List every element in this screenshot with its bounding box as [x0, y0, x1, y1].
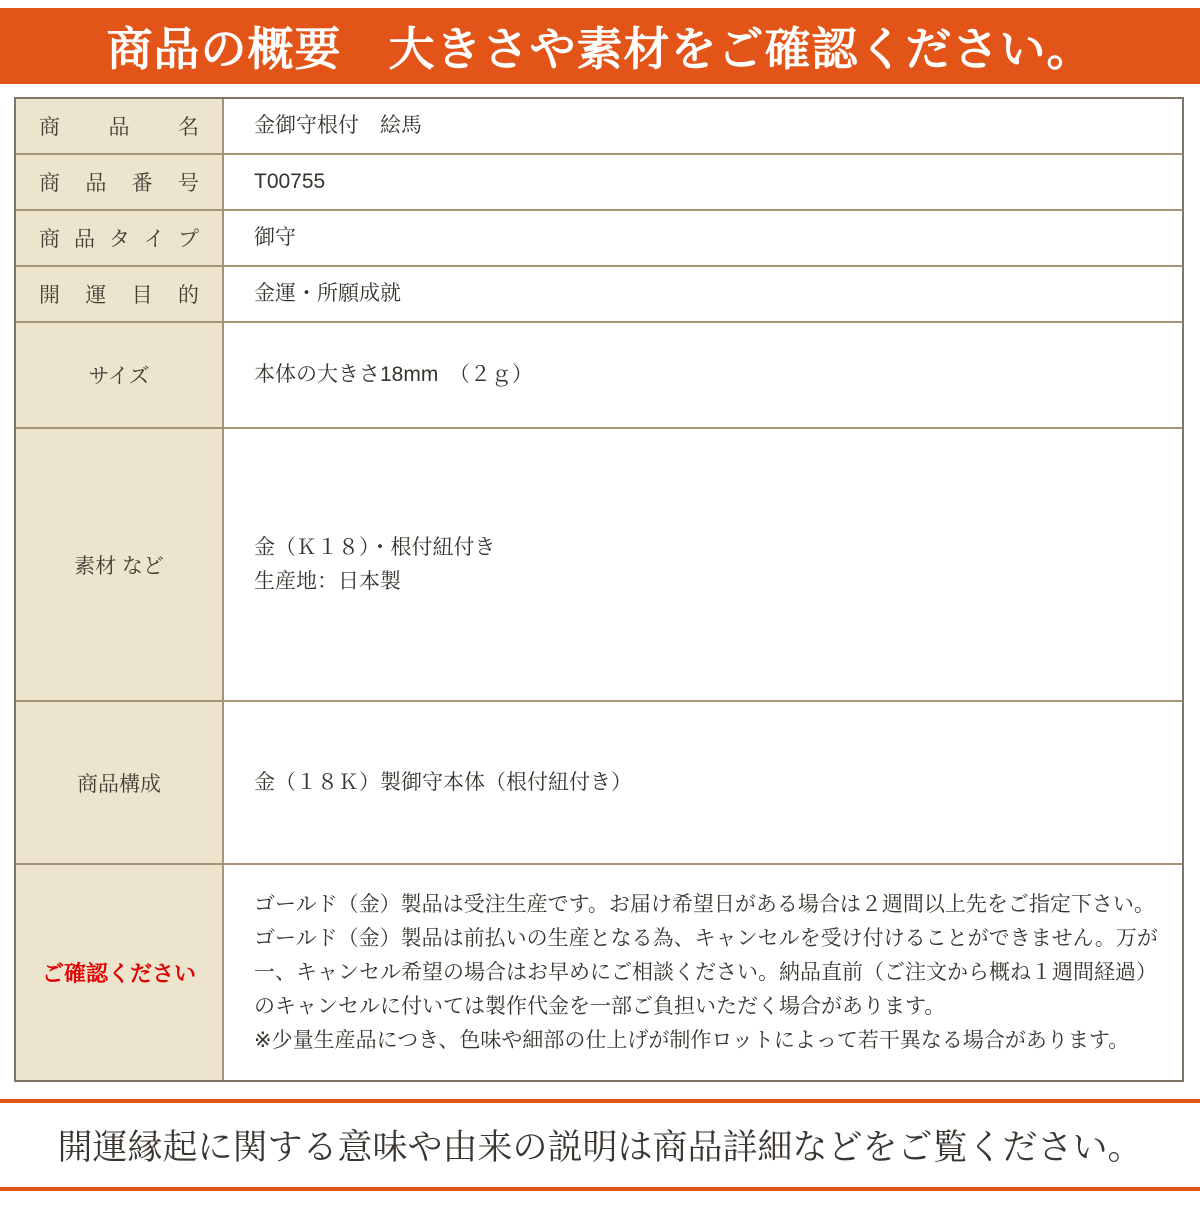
row-label-product-number	[16, 155, 224, 209]
spec-row-composition	[16, 702, 1182, 865]
row-label-text: 商品タイプ	[39, 228, 199, 251]
spec-row-luck-purpose	[16, 267, 1182, 323]
row-label-confirmation-notice	[16, 865, 224, 1080]
row-label-size	[16, 323, 224, 427]
row-label-luck-purpose	[16, 267, 224, 321]
row-label-product-type	[16, 211, 224, 265]
footer-note-text: 開運縁起に関する意味や由来の説明は商品詳細などをご覧ください。	[57, 1128, 1143, 1167]
row-value-composition	[224, 702, 1182, 863]
row-value-product-type	[224, 211, 1182, 265]
row-value-text: 金運・所願成就	[254, 282, 401, 305]
row-value-confirmation-notice	[224, 865, 1182, 1080]
row-value-text-line: 生産地：日本製	[254, 569, 401, 593]
row-value-product-number	[224, 155, 1182, 209]
spec-row-confirmation-notice	[16, 865, 1182, 1080]
row-value-text: 御守	[254, 226, 296, 249]
spec-row-product-type	[16, 211, 1182, 267]
row-label-text: 開運目的	[39, 284, 199, 307]
row-value-size	[224, 323, 1182, 427]
page-title: 商品の概要 大きさや素材をご確認ください。	[106, 23, 1094, 75]
row-value-text: T00755	[254, 170, 326, 193]
row-label-text: サイズ	[88, 365, 150, 388]
row-label-text: 商品構成	[77, 772, 161, 796]
row-value-product-name	[224, 99, 1182, 153]
spec-row-product-number	[16, 155, 1182, 211]
spec-row-material	[16, 429, 1182, 702]
row-value-text: 金御守根付 絵馬	[254, 114, 422, 137]
row-label-text-alert: ご確認ください	[41, 961, 196, 986]
row-label-text: 商品名	[39, 116, 199, 139]
row-label-composition	[16, 702, 224, 863]
notice-line: 一、キャンセル希望の場合はお早めにご相談ください。納品直前（ご注文から概ね１週間経過）	[254, 960, 1157, 984]
product-spec-table	[14, 97, 1184, 1082]
notice-line: ※少量生産品につき、色味や細部の仕上げが制作ロットによって若干異なる場合があります。	[254, 1028, 1130, 1052]
row-label-material	[16, 429, 224, 700]
spec-row-product-name	[16, 99, 1182, 155]
notice-line: のキャンセルに付いては製作代金を一部ご負担いただく場合があります。	[254, 994, 946, 1018]
row-value-text: 本体の大きさ18mm （２ｇ）	[254, 363, 533, 386]
footer-note	[0, 1099, 1200, 1191]
row-value-material	[224, 429, 1182, 700]
row-label-text: 商品番号	[39, 172, 199, 195]
spec-row-size	[16, 323, 1182, 429]
row-value-text-line: 金（Ｋ１８）・根付紐付き	[254, 535, 496, 559]
row-value-text: 金（１８Ｋ）製御守本体（根付紐付き）	[254, 770, 632, 794]
row-label-text: 素材 など	[74, 554, 164, 578]
row-label-product-name	[16, 99, 224, 153]
notice-line: ゴールド（金）製品は前払いの生産となる為、キャンセルを受け付けることができません。万が	[254, 926, 1158, 950]
notice-line: ゴールド（金）製品は受注生産です。お届け希望日がある場合は２週間以上先をご指定下さい。	[254, 892, 1155, 916]
row-value-luck-purpose	[224, 267, 1182, 321]
header-banner	[0, 8, 1200, 84]
